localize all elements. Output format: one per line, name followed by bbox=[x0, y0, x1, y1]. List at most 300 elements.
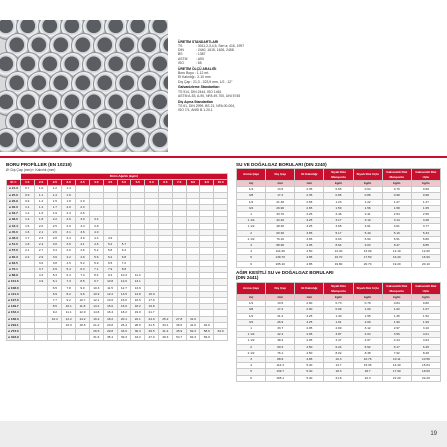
value-cell: 6.24 bbox=[324, 344, 353, 350]
table1-column-header: 3.5 bbox=[76, 180, 90, 186]
value-cell: 5.10 bbox=[382, 230, 411, 236]
value-cell: 139.7 bbox=[266, 369, 295, 375]
weight-cell: 23.8 bbox=[103, 322, 117, 328]
value-cell: 76.1 bbox=[266, 350, 295, 356]
weight-cell: 16.6 bbox=[117, 304, 131, 310]
table3-column-header: Siyah Düz Uçlu bbox=[353, 283, 382, 295]
value-cell: 16.90 bbox=[411, 255, 440, 261]
weight-cell: 47.0 bbox=[145, 335, 159, 341]
table1-column-header: 10.0 bbox=[214, 180, 228, 186]
value-cell: 5.40 bbox=[353, 230, 382, 236]
weight-cell: 6.4 bbox=[117, 248, 131, 254]
value-cell: 13.09 bbox=[353, 249, 382, 255]
table1-column-header: 5.5 bbox=[131, 180, 145, 186]
value-cell: 3.25 bbox=[295, 224, 324, 230]
value-cell: 5.33 bbox=[411, 230, 440, 236]
pipe-end bbox=[148, 128, 168, 152]
value-cell: 1.65 bbox=[411, 205, 440, 211]
galvanizing-line: ASTM A-53, A-90, NFA 49-700, UNI 5745 bbox=[178, 94, 241, 99]
weight-cell: 52.3 bbox=[186, 329, 200, 335]
value-cell: 4.85 bbox=[295, 255, 324, 261]
value-cell: 3.14 bbox=[382, 218, 411, 224]
value-cell: 60.30 bbox=[266, 230, 295, 236]
value-cell: 6.63 bbox=[324, 236, 353, 242]
value-cell: 8.47 bbox=[382, 243, 411, 249]
table2-column-header: Dış Çap bbox=[266, 169, 295, 181]
value-cell: 42.40 bbox=[266, 218, 295, 224]
weight-cell: 7.8 bbox=[62, 285, 76, 291]
weight-cell: 6.5 bbox=[48, 285, 62, 291]
nominal-size-cell: 1/2 bbox=[237, 313, 266, 319]
value-cell: 6.93 bbox=[353, 236, 382, 242]
weight-cell: 1.2 bbox=[34, 198, 48, 204]
value-cell: 0.69 bbox=[411, 187, 440, 193]
value-cell: 4.67 bbox=[353, 338, 382, 344]
weight-cell: 4.6 bbox=[89, 242, 103, 248]
weight-cell: 10.9 bbox=[89, 291, 103, 297]
table1-column-header: 4.5 bbox=[103, 180, 117, 186]
weight-cell: 15.0 bbox=[103, 304, 117, 310]
value-cell: 3.10 bbox=[411, 326, 440, 332]
value-cell: 6.51 bbox=[382, 236, 411, 242]
table3-column-header: Et Kalınlığı bbox=[295, 283, 324, 295]
table-row bbox=[237, 375, 441, 381]
range-line: Dış Çap : 21,3 - 323,9 mm, 1/2 - 12" bbox=[178, 79, 233, 84]
value-cell: 21.20 bbox=[382, 375, 411, 381]
weight-cell: 11.3 bbox=[131, 273, 145, 279]
value-cell: 2.54 bbox=[382, 212, 411, 218]
table3-unit-cell: mm bbox=[266, 295, 295, 301]
weight-cell: 13.9 bbox=[131, 285, 145, 291]
standard-code: BS bbox=[178, 52, 183, 57]
weight-cell: 12.0 bbox=[117, 279, 131, 285]
weight-cell: 3.0 bbox=[34, 260, 48, 266]
standard-value: : 1387 bbox=[196, 52, 206, 57]
weight-cell: 14.8 bbox=[131, 291, 145, 297]
value-cell: 17.50 bbox=[353, 255, 382, 261]
weight-cell: 1.4 bbox=[20, 217, 34, 223]
value-cell: 1.00 bbox=[353, 307, 382, 313]
value-cell: 17.90 bbox=[382, 369, 411, 375]
standard-row bbox=[178, 61, 298, 65]
weight-cell: 4.5 bbox=[48, 267, 62, 273]
table-row bbox=[7, 335, 228, 341]
weight-cell: 19.9 bbox=[131, 310, 145, 316]
value-cell: 4.01 bbox=[411, 332, 440, 338]
value-cell: 2.90 bbox=[295, 307, 324, 313]
outer-diameter-cell: ø 33.7 bbox=[7, 211, 21, 217]
weight-cell: 4.5 bbox=[62, 260, 76, 266]
value-cell: 3.61 bbox=[382, 224, 411, 230]
weight-cell: 3.9 bbox=[76, 236, 90, 242]
value-cell: 1.55 bbox=[353, 313, 382, 319]
value-cell: 4.04 bbox=[353, 332, 382, 338]
weight-cell: 16.4 bbox=[103, 310, 117, 316]
table2-title: SU VE DOĞALGAZ BORULARI (DIN 2240) bbox=[236, 162, 327, 167]
table1-column-header: 3.0 bbox=[62, 180, 76, 186]
weight-cell: 1.8 bbox=[20, 242, 34, 248]
nominal-size-cell: 4 bbox=[237, 249, 266, 255]
table3-column-header: Galvanizli Düz Uçlu bbox=[411, 283, 440, 295]
nominal-size-cell: 1/4 bbox=[237, 187, 266, 193]
table3-column-header: Dış Çap bbox=[266, 283, 295, 295]
galvanizing-list bbox=[178, 90, 298, 99]
weight-cell: 6.4 bbox=[62, 273, 76, 279]
value-cell: 3.61 bbox=[353, 224, 382, 230]
outer-diameter-cell: ø 60.3 bbox=[7, 254, 21, 260]
value-cell: 21.30 bbox=[266, 199, 295, 205]
weight-cell: 45.9 bbox=[172, 329, 186, 335]
standard-value: : A53 bbox=[196, 56, 204, 61]
outer-diameter-cell: ø 30.0 bbox=[7, 205, 21, 211]
weight-cell: 6.1 bbox=[48, 279, 62, 285]
weight-cell: 5.4 bbox=[62, 267, 76, 273]
value-cell: 8.64 bbox=[324, 243, 353, 249]
value-cell: 2.00 bbox=[353, 319, 382, 325]
value-cell: 0.86 bbox=[324, 193, 353, 199]
value-cell: 1.99 bbox=[411, 319, 440, 325]
nominal-size-cell: 3/8 bbox=[237, 193, 266, 199]
value-cell: 3.28 bbox=[411, 218, 440, 224]
weight-cell: 18.2 bbox=[103, 316, 117, 322]
value-cell: 1.52 bbox=[411, 313, 440, 319]
value-cell: 1.07 bbox=[411, 307, 440, 313]
weight-cell: 25.2 bbox=[158, 316, 172, 322]
value-cell: 3.10 bbox=[353, 218, 382, 224]
weight-cell: 16.0 bbox=[145, 291, 159, 297]
value-cell: 0.98 bbox=[382, 193, 411, 199]
outer-diameter-cell: ø 114.3 bbox=[8, 291, 19, 296]
value-cell: 3.12 bbox=[353, 326, 382, 332]
value-cell: 19.80 bbox=[324, 261, 353, 267]
value-cell: 3.77 bbox=[411, 224, 440, 230]
weight-cell: 1.4 bbox=[48, 192, 62, 198]
weight-cell: 16.0 bbox=[62, 322, 76, 328]
weight-cell: 11.8 bbox=[76, 304, 90, 310]
weight-cell: 3.6 bbox=[48, 254, 62, 260]
weight-cell: 5.2 bbox=[103, 242, 117, 248]
weight-cell: 8.5 bbox=[76, 279, 90, 285]
weight-cell: 8.5 bbox=[48, 304, 62, 310]
outer-diameter-cell: ø 273.0 bbox=[8, 329, 19, 334]
value-cell: 0.73 bbox=[324, 301, 353, 307]
value-cell: 8.38 bbox=[353, 350, 382, 356]
value-cell: 1.56 bbox=[353, 205, 382, 211]
value-cell: 76.10 bbox=[266, 236, 295, 242]
table3-unit-cell: kg/m bbox=[353, 295, 382, 301]
nominal-size-cell: 3/8 bbox=[237, 307, 266, 313]
table2-column-header: Galvanizli Düz Manşonlu bbox=[382, 169, 411, 181]
value-cell: 10.11 bbox=[382, 357, 411, 363]
weight-cell: 10.3 bbox=[89, 285, 103, 291]
weight-cell: 20.1 bbox=[117, 316, 131, 322]
weight-cell: 1.1 bbox=[34, 192, 48, 198]
weight-cell: 1.7 bbox=[20, 236, 34, 242]
value-cell: 14.7 bbox=[324, 363, 353, 369]
value-cell: 2.55 bbox=[411, 212, 440, 218]
value-cell: 1.22 bbox=[353, 199, 382, 205]
weight-cell: 7.2 bbox=[117, 260, 131, 266]
range-heading: ÜRETİM ÖLÇÜ ARALIĞI bbox=[178, 66, 217, 71]
weight-cell: 10.3 bbox=[117, 273, 131, 279]
weight-cell: 7.3 bbox=[62, 279, 76, 285]
weight-cell: 12.7 bbox=[117, 285, 131, 291]
value-cell: 6.52 bbox=[353, 344, 382, 350]
weight-cell: 3.6 bbox=[76, 229, 90, 235]
weight-cell: 26.4 bbox=[117, 322, 131, 328]
table1-column-header: 4.0 bbox=[89, 180, 103, 186]
nominal-size-cell: 1/4 bbox=[237, 301, 266, 307]
value-cell: 15.04 bbox=[411, 363, 440, 369]
weight-cell: 4.2 bbox=[62, 254, 76, 260]
weight-cell: 13.1 bbox=[131, 279, 145, 285]
standard-value: : 3011,2,3,4,5, Seri a; 416, 1997 bbox=[196, 43, 245, 48]
weight-cell: 39.5 bbox=[145, 329, 159, 335]
value-cell: 0.86 bbox=[353, 193, 382, 199]
weight-cell: 7.9 bbox=[103, 267, 117, 273]
weight-cell: 2.6 bbox=[62, 217, 76, 223]
weight-cell: 2.7 bbox=[34, 248, 48, 254]
threading-heading: Diş Açma Standartları bbox=[178, 99, 214, 104]
outer-diameter-cell: ø 38.0 bbox=[7, 217, 21, 223]
value-cell: 0.64 bbox=[353, 187, 382, 193]
outer-diameter-cell: ø 48.3 bbox=[7, 236, 21, 242]
outer-diameter-cell: ø 25.0 bbox=[7, 192, 21, 198]
weight-cell: 17.9 bbox=[145, 298, 159, 304]
weight-cell: 3.4 bbox=[76, 223, 90, 229]
value-cell: 1.27 bbox=[382, 199, 411, 205]
table3-column-header: Galvanizli Düz Manşonlu bbox=[382, 283, 411, 295]
outer-diameter-cell: ø 139.7 bbox=[8, 304, 19, 309]
value-cell: 3.25 bbox=[295, 319, 324, 325]
table1-column-header: 5.0 bbox=[117, 180, 131, 186]
table1-column-header: 9.0 bbox=[200, 180, 214, 186]
value-cell: 0.80 bbox=[411, 301, 440, 307]
table1-column-header: 8.0 bbox=[186, 180, 200, 186]
weight-cell: 31.5 bbox=[145, 322, 159, 328]
outer-diameter-cell: ø 168.3 bbox=[8, 316, 19, 321]
value-cell: 19.20 bbox=[382, 261, 411, 267]
weight-cell: 7.7 bbox=[48, 298, 62, 304]
weight-cell: 26.5 bbox=[89, 329, 103, 335]
weight-cell bbox=[20, 335, 34, 341]
value-cell: 13.5 bbox=[266, 301, 295, 307]
weight-cell: 12.2 bbox=[62, 316, 76, 322]
table2-unit-cell: kg/m bbox=[353, 181, 382, 187]
nominal-size-cell: 1 1/4 bbox=[237, 218, 266, 224]
weight-cell: 13.4 bbox=[89, 304, 103, 310]
weight-cell: 6.9 bbox=[48, 291, 62, 297]
value-cell: 22.3 bbox=[353, 375, 382, 381]
value-cell: 5.17 bbox=[324, 230, 353, 236]
nominal-size-cell: 5 bbox=[237, 255, 266, 261]
weight-cell: 9.0 bbox=[76, 285, 90, 291]
value-cell: 4.05 bbox=[295, 326, 324, 332]
weight-cell: 9.4 bbox=[103, 273, 117, 279]
value-cell: 0.99 bbox=[324, 307, 353, 313]
value-cell: 10.76 bbox=[353, 357, 382, 363]
value-cell: 0.65 bbox=[324, 187, 353, 193]
value-cell: 3.65 bbox=[324, 224, 353, 230]
value-cell: 1.90 bbox=[382, 319, 411, 325]
outer-diameter-cell: ø 51.0 bbox=[7, 242, 21, 248]
outer-diameter-cell: ø 108.0 bbox=[8, 285, 19, 290]
value-cell: 3.25 bbox=[295, 212, 324, 218]
weight-cell: 1.6 bbox=[20, 229, 34, 235]
table2-column-header: Galvanizli Düz Uçlu bbox=[411, 169, 440, 181]
standard-code: DIN bbox=[178, 48, 184, 53]
nominal-size-cell: 2 bbox=[237, 344, 266, 350]
weight-cell: 2.6 bbox=[48, 229, 62, 235]
value-cell: 17.2 bbox=[266, 307, 295, 313]
outer-diameter-cell: ø 42.4 bbox=[7, 223, 21, 229]
nominal-size-cell: 2 1/2 bbox=[237, 236, 266, 242]
weight-cell bbox=[34, 335, 48, 341]
outer-diameter-cell: ø 76.1 bbox=[7, 267, 21, 273]
galvanizing-heading: Galvanizleme Standartları bbox=[178, 85, 220, 90]
table1-column-header: 6.0 bbox=[145, 180, 159, 186]
nominal-size-cell: 1 1/2 bbox=[237, 224, 266, 230]
weight-cell: 1.2 bbox=[20, 211, 34, 217]
weight-cell: 62.3 bbox=[186, 335, 200, 341]
weight-cell: 33.1 bbox=[158, 322, 172, 328]
weight-cell bbox=[76, 335, 90, 341]
table2-column-header: Et Kalınlığı bbox=[295, 169, 324, 181]
nominal-size-cell: 6 bbox=[237, 261, 266, 267]
weight-cell: 9.2 bbox=[48, 310, 62, 316]
weight-cell: 13.5 bbox=[117, 291, 131, 297]
weight-cell: 18.2 bbox=[131, 304, 145, 310]
weight-cell: 8.4 bbox=[89, 273, 103, 279]
nominal-size-cell: 1 1/4 bbox=[237, 332, 266, 338]
outer-diameter-cell: ø 26.9 bbox=[7, 198, 21, 204]
weight-cell: 2.8 bbox=[48, 236, 62, 242]
weight-cell: 9.2 bbox=[62, 298, 76, 304]
table-row bbox=[237, 261, 441, 267]
value-cell: 4.05 bbox=[295, 332, 324, 338]
value-cell: 4.85 bbox=[295, 357, 324, 363]
value-cell: 20.70 bbox=[353, 261, 382, 267]
value-cell: 20.10 bbox=[411, 261, 440, 267]
weight-cell: 2.2 bbox=[48, 217, 62, 223]
outer-diameter-cell: ø 63.5 bbox=[7, 260, 21, 266]
value-cell: 8.85 bbox=[411, 243, 440, 249]
weight-cell: 10.2 bbox=[48, 316, 62, 322]
weight-cell: 2.9 bbox=[34, 254, 48, 260]
value-cell: 26.90 bbox=[266, 205, 295, 211]
nominal-size-cell: 6 bbox=[237, 375, 266, 381]
weight-cell: 4.0 bbox=[62, 248, 76, 254]
weight-cell: 64.9 bbox=[214, 329, 228, 335]
weight-cell: 9.7 bbox=[89, 279, 103, 285]
value-cell: 165.10 bbox=[266, 261, 295, 267]
value-cell: 1.23 bbox=[324, 199, 353, 205]
value-cell: 12.10 bbox=[382, 249, 411, 255]
weight-cell: 2.4 bbox=[34, 242, 48, 248]
weight-cell: 46.6 bbox=[200, 322, 214, 328]
weight-cell: 5.6 bbox=[89, 254, 103, 260]
weight-cell: 2.1 bbox=[34, 229, 48, 235]
value-cell: 10.56 bbox=[411, 357, 440, 363]
value-cell: 7.92 bbox=[382, 350, 411, 356]
value-cell: 5.40 bbox=[295, 375, 324, 381]
weight-cell: 2.3 bbox=[76, 205, 90, 211]
table1-column-header: 2.5 bbox=[48, 180, 62, 186]
weight-cell: 29.8 bbox=[103, 329, 117, 335]
weight-cell: 8.8 bbox=[117, 267, 131, 273]
value-cell: 2.97 bbox=[382, 326, 411, 332]
nominal-size-cell: 1 bbox=[237, 326, 266, 332]
weight-cell: 5.7 bbox=[117, 242, 131, 248]
weight-cell: 12.9 bbox=[76, 310, 90, 316]
table1-column-header: 1.5 bbox=[20, 180, 34, 186]
weight-cell: 2.9 bbox=[62, 223, 76, 229]
nominal-size-cell: 3/4 bbox=[237, 205, 266, 211]
value-cell: 18.3 bbox=[324, 369, 353, 375]
table3-title: AĞIR KESİTLİ SU ve DOĞALGAZ BORULARI bbox=[236, 270, 334, 275]
weight-cell: 0.7 bbox=[20, 186, 34, 192]
weight-cell: 39.3 bbox=[117, 335, 131, 341]
value-cell: 2.99 bbox=[324, 326, 353, 332]
weight-cell: 31.6 bbox=[186, 316, 200, 322]
value-cell: 2.41 bbox=[353, 212, 382, 218]
weight-cell: 31.6 bbox=[89, 335, 103, 341]
value-cell: 4.63 bbox=[411, 338, 440, 344]
table2-unit-cell: kg/m bbox=[411, 181, 440, 187]
value-cell: 33.70 bbox=[266, 212, 295, 218]
nominal-size-cell: 3/4 bbox=[237, 319, 266, 325]
outer-diameter-cell: ø 219.1 bbox=[8, 322, 19, 327]
table3-unit-cell: kg/m bbox=[382, 295, 411, 301]
weight-cell: 21.2 bbox=[89, 322, 103, 328]
value-cell: 48.3 bbox=[266, 338, 295, 344]
weight-cell: 21.7 bbox=[145, 310, 159, 316]
weight-cell bbox=[214, 335, 228, 341]
value-cell: 60.3 bbox=[266, 344, 295, 350]
weight-cell: 1.8 bbox=[62, 198, 76, 204]
outer-diameter-cell: ø 88.9 bbox=[7, 273, 21, 279]
value-cell: 21.8 bbox=[324, 375, 353, 381]
value-cell: 1.02 bbox=[382, 307, 411, 313]
weight-cell: 16.5 bbox=[131, 298, 145, 304]
table1-column-header: 6.5 bbox=[158, 180, 172, 186]
value-cell: 114.30 bbox=[266, 249, 295, 255]
table3-column-header: Anma Çapı bbox=[237, 283, 266, 295]
weight-cell: 1.1 bbox=[20, 205, 34, 211]
value-cell: 21.3 bbox=[266, 313, 295, 319]
weight-cell: 5.2 bbox=[76, 260, 90, 266]
threading-list bbox=[178, 104, 298, 113]
outer-diameter-cell: ø 127.0 bbox=[8, 298, 19, 303]
weight-cell: 5.8 bbox=[103, 248, 117, 254]
range-list bbox=[178, 71, 298, 84]
value-cell: 48.30 bbox=[266, 224, 295, 230]
value-cell: 3.25 bbox=[295, 313, 324, 319]
value-cell: 10.3 bbox=[324, 357, 353, 363]
weight-cell: 3.0 bbox=[48, 242, 62, 248]
value-cell: 12.60 bbox=[411, 249, 440, 255]
weight-cell: 7.1 bbox=[89, 267, 103, 273]
value-cell: 6.80 bbox=[411, 236, 440, 242]
table1-column-header: Ø / t bbox=[7, 180, 21, 186]
table2-unit-cell: mm bbox=[295, 181, 324, 187]
weight-cell: 1.5 bbox=[20, 223, 34, 229]
value-cell: 18.7 bbox=[353, 369, 382, 375]
table2-column-header: Siyah Düz Manşonlu bbox=[324, 169, 353, 181]
weight-cell bbox=[62, 335, 76, 341]
table3-unit-cell: kg/m bbox=[324, 295, 353, 301]
weight-cell: 4.9 bbox=[103, 236, 117, 242]
